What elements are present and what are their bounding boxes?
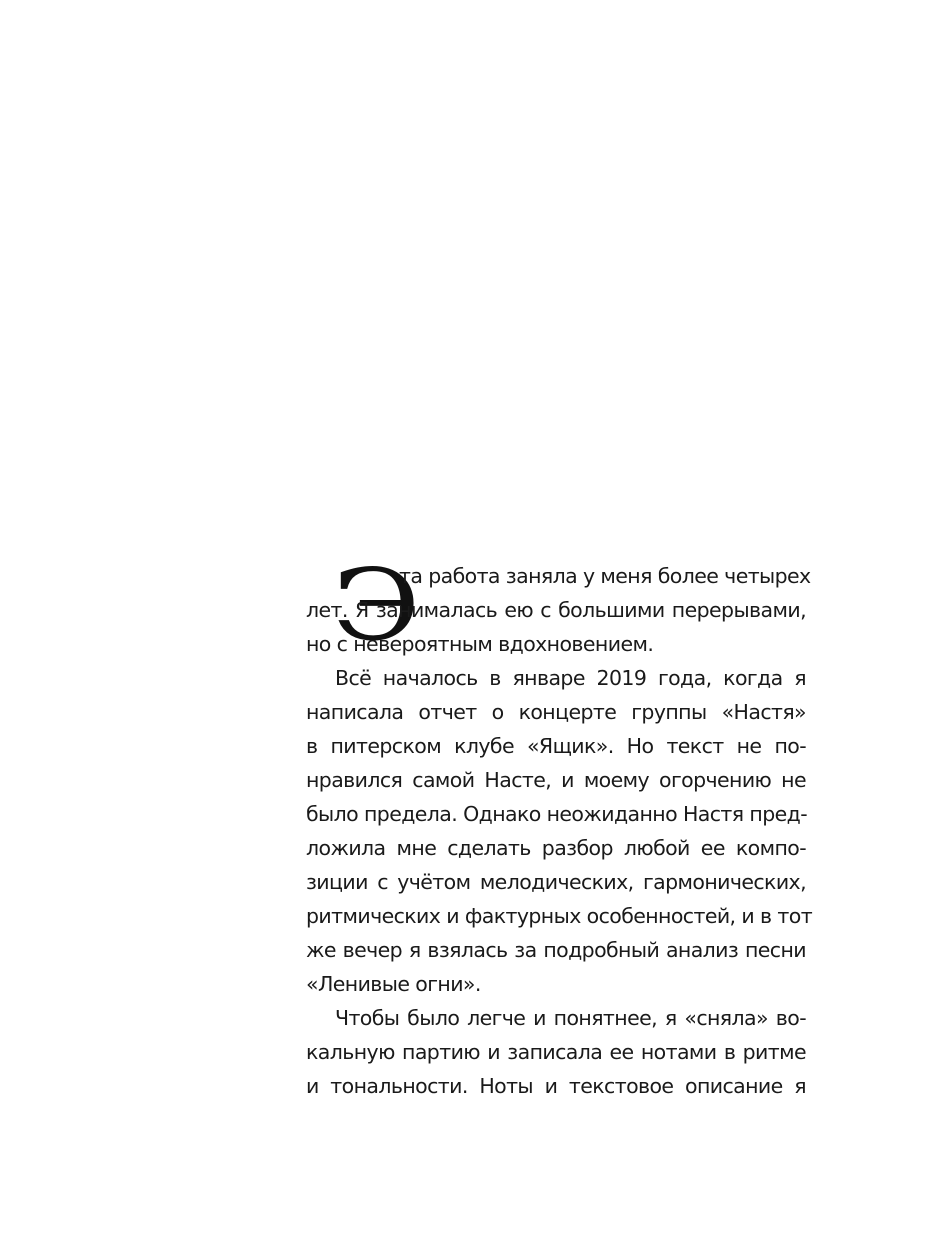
- text-line: и тональности. Ноты и текстовое описание я: [306, 1074, 806, 1098]
- text-line: «Ленивые огни».: [306, 972, 481, 996]
- text-line: ложила мне сделать разбор любой ее компо-: [306, 836, 806, 860]
- text-line: кальную партию и записала ее нотами в ритме: [306, 1040, 806, 1064]
- text-line: же вечер я взялась за подробный анализ песни: [306, 938, 806, 962]
- drop-cap-letter: Э: [332, 549, 421, 663]
- paragraph-1: [306, 549, 811, 663]
- text-line: зиции с учётом мелодических, гармонических,: [306, 870, 806, 894]
- text-line: но с невероятным вдохновением.: [306, 632, 654, 656]
- text-line: в питерском клубе «Ящик». Но текст не по-: [306, 734, 806, 758]
- paragraph-2: [306, 661, 813, 1001]
- text-line: Чтобы было легче и понятнее, я «сняла» во-: [335, 1006, 806, 1030]
- text-line: лет. Я занималась ею с большими перерывами,: [306, 598, 806, 622]
- text-line: та работа заняла у меня более четырех: [399, 564, 811, 588]
- paragraph-3: [306, 1001, 806, 1103]
- text-line: Всё началось в январе 2019 года, когда я: [335, 666, 806, 690]
- text-line: ритмических и фактурных особенностей, и в тот: [306, 904, 813, 928]
- body-text: [306, 506, 813, 1103]
- text-line: нравился самой Насте, и моему огорчению не: [306, 768, 806, 792]
- text-line: было предела. Однако неожиданно Настя пред-: [306, 802, 808, 826]
- text-line: написала отчет о концерте группы «Настя»: [306, 700, 806, 724]
